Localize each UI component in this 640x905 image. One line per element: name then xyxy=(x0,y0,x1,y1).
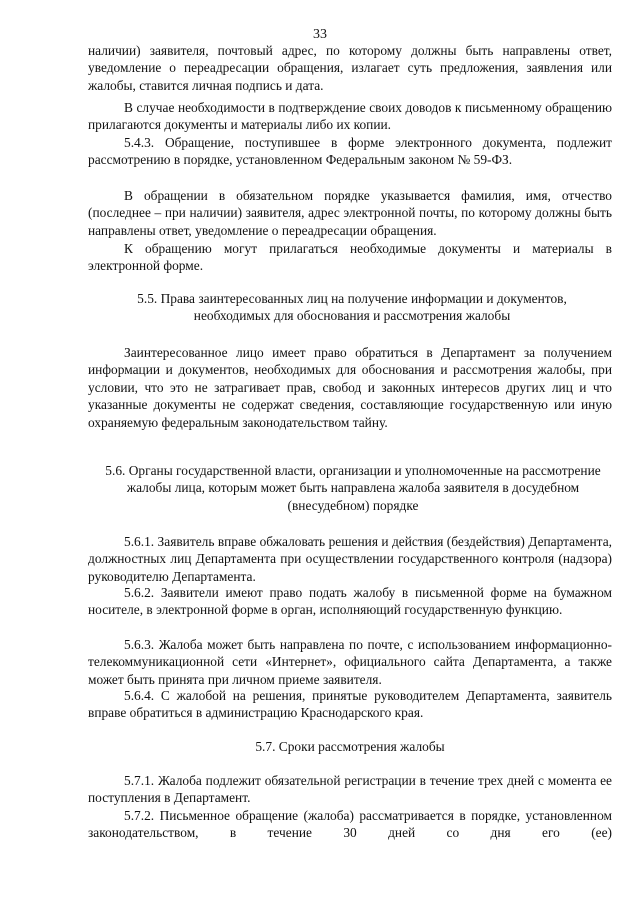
section-heading-5-7: 5.7. Сроки рассмотрения жалобы xyxy=(255,739,445,754)
paragraph-5-7-2: 5.7.2. Письменное обращение (жалоба) рассматривается в порядке, установленном законодательством, в течение 30 дней со дня его (ее) xyxy=(88,808,612,841)
paragraph-interested-party-rights: Заинтересованное лицо имеет право обратиться в Департамент за получением информации и документов, необходимых для обоснования и рассмотрения жалобы, при условии, что это не затрагивает прав, свобод и законных интересов других лиц и что указанные документы не содержат сведения, составляющие государственную или иную охраняемую федеральным законодательством тайну. xyxy=(88,345,612,430)
paragraph-5-6-1: 5.6.1. Заявитель вправе обжаловать решения и действия (бездействия) Департамента, должностных лиц Департамента при осуществлении государственного контроля (надзора) руководителю Департамента. xyxy=(88,534,612,584)
section-heading-5-5: 5.5. Права заинтересованных лиц на получение информации и документов, необходимых для обоснования и рассмотрения жалобы xyxy=(137,291,567,324)
paragraph-electronic-attachments: К обращению могут прилагаться необходимые документы и материалы в электронной форме. xyxy=(88,241,612,274)
paragraph-supporting-documents: В случае необходимости в подтверждение своих доводов к письменному обращению прилагаются документы и материалы либо их копии. xyxy=(88,100,612,133)
section-heading-5-6: 5.6. Органы государственной власти, организации и уполномоченные на рассмотрение жалобы лица, которым может быть направлена жалоба заявителя в досудебном (внесудебном) порядке xyxy=(105,463,601,513)
paragraph-5-6-3: 5.6.3. Жалоба может быть направлена по почте, с использованием информационно-телекоммуникационной сети «Интернет», официального сайта Департамента, а также может быть принята при личном приеме заявителя. xyxy=(88,637,612,687)
paragraph-5-6-2: 5.6.2. Заявители имеют право подать жалобу в письменной форме на бумажном носителе, в электронной форме в орган, исполняющий государственную функцию. xyxy=(88,585,612,618)
paragraph-5-4-3: 5.4.3. Обращение, поступившее в форме электронного документа, подлежит рассмотрению в порядке, установленном Федеральным законом № 59-ФЗ. xyxy=(88,135,612,168)
paragraph-5-7-1: 5.7.1. Жалоба подлежит обязательной регистрации в течение трех дней с момента ее поступления в Департамент. xyxy=(88,773,612,806)
paragraph-applicant-details: наличии) заявителя, почтовый адрес, по которому должны быть направлены ответ, уведомление о переадресации обращения, излагает суть предложения, заявления или жалобы, ставится личная подпись и дата. xyxy=(88,43,612,93)
paragraph-5-6-4: 5.6.4. С жалобой на решения, принятые руководителем Департамента, заявитель вправе обратиться в администрацию Краснодарского края. xyxy=(88,688,612,721)
paragraph-electronic-request-details: В обращении в обязательном порядке указывается фамилия, имя, отчество (последнее – при наличии) заявителя, адрес электронной почты, по которому должны быть направлены ответ, уведомление о переадресации обращения. xyxy=(88,188,612,238)
page-number: 33 xyxy=(313,27,327,42)
